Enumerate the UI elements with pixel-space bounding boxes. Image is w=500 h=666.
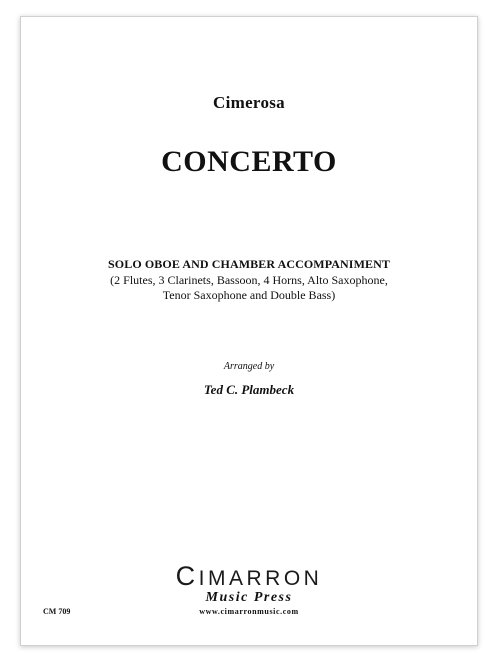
instrumentation-list <box>21 273 477 303</box>
work-title: CONCERTO <box>161 145 337 178</box>
instrumentation-heading: SOLO OBOE AND CHAMBER ACCOMPANIMENT <box>108 257 390 271</box>
publisher-name <box>21 561 477 591</box>
instrumentation-line: (2 Flutes, 3 Clarinets, Bassoon, 4 Horns, Alto Saxophone, <box>110 273 388 287</box>
publisher-name-rest: IMARRON <box>198 567 323 590</box>
composer-name: Cimerosa <box>213 93 285 112</box>
arranged-by-label: Arranged by <box>223 361 275 372</box>
catalog-number: CM 709 <box>43 607 71 616</box>
publisher-url: www.cimarronmusic.com <box>199 607 299 616</box>
publisher-name-initial: C <box>175 561 199 591</box>
arranger-name: Ted C. Plambeck <box>203 382 295 397</box>
score-cover-page <box>20 16 478 646</box>
instrumentation-line: Tenor Saxophone and Double Bass) <box>162 288 336 302</box>
publisher-logo <box>21 561 477 616</box>
publisher-subtitle: Music Press <box>205 590 293 605</box>
